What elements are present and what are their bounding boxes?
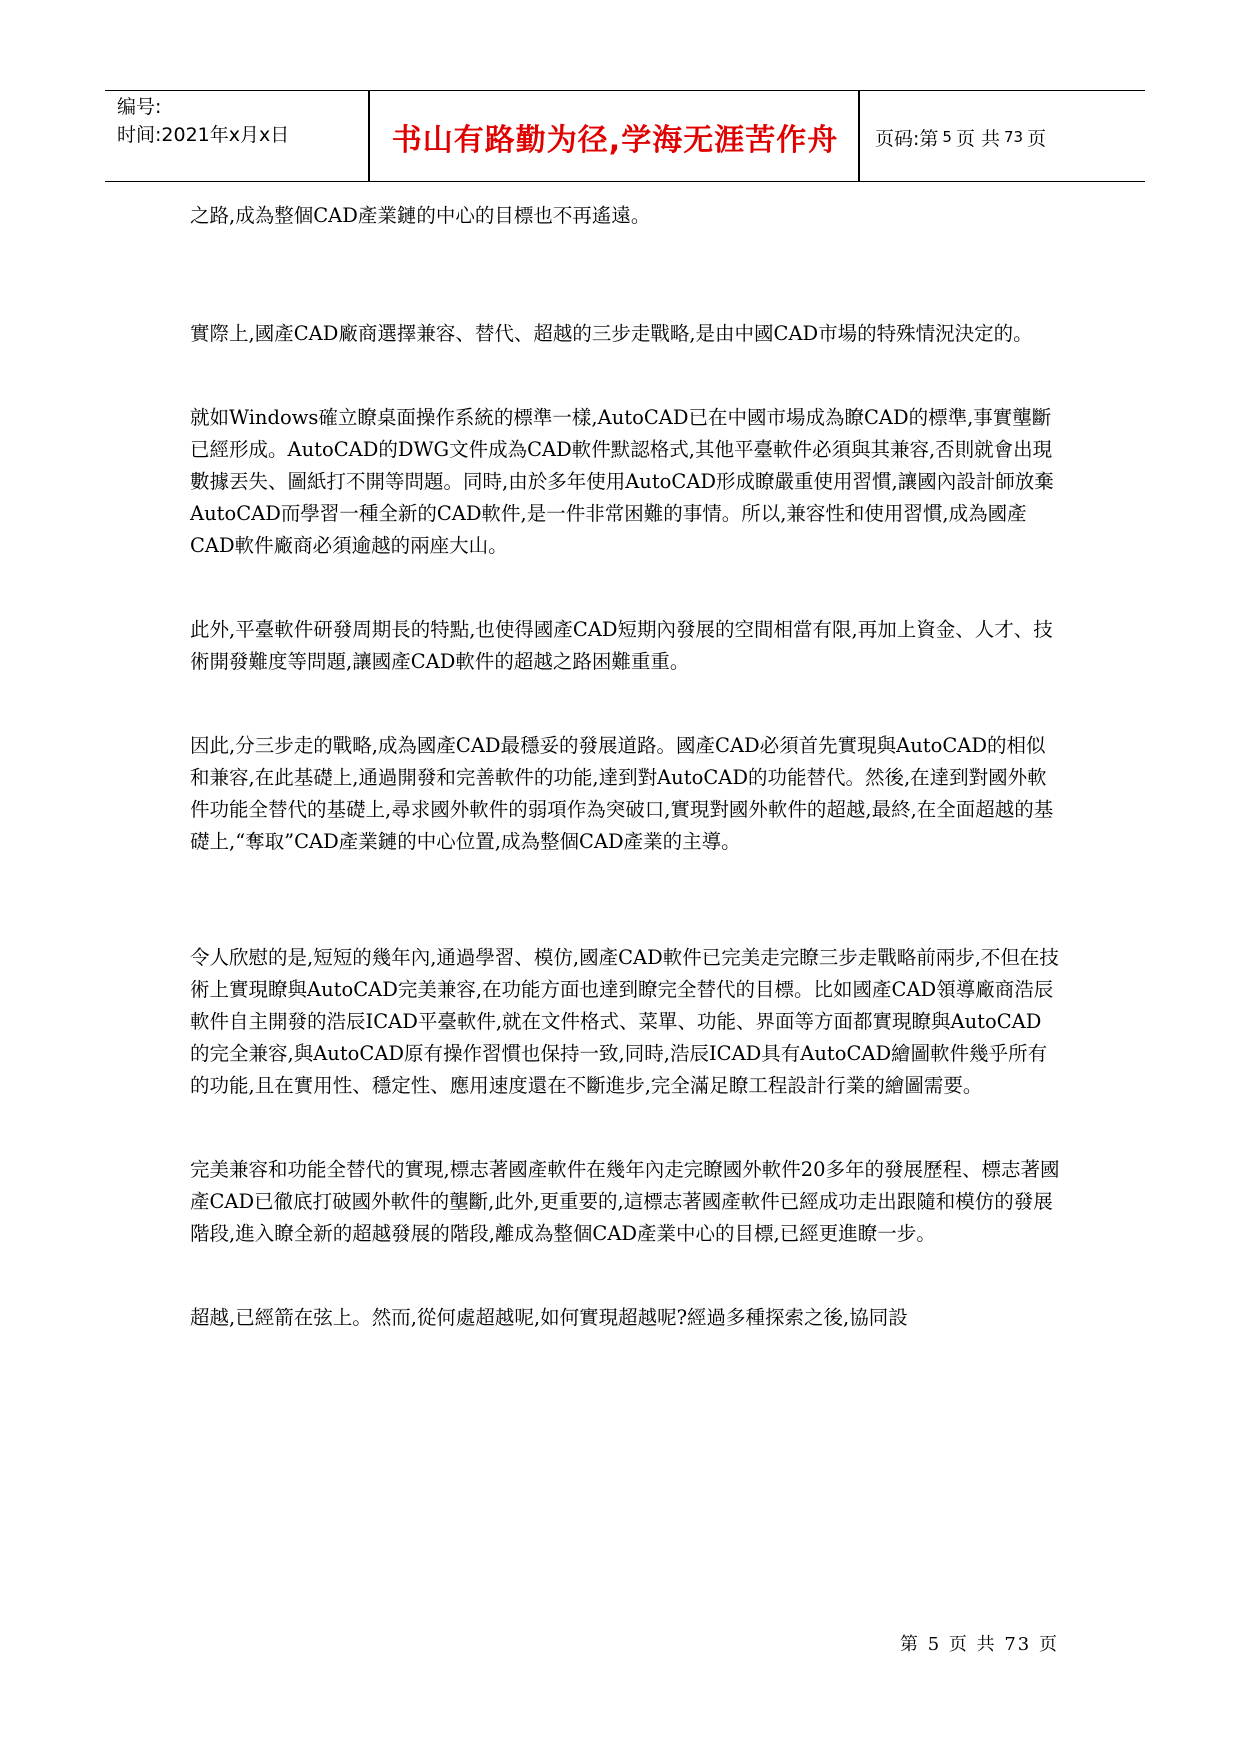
number-label: 编号: [117, 96, 162, 118]
header-divider [368, 91, 370, 181]
paragraph: 實際上,國產CAD廠商選擇兼容、替代、超越的三步走戰略,是由中國CAD市場的特殊情況決定的。 [190, 322, 1033, 345]
paragraph: 因此,分三步走的戰略,成為國產CAD最穩妥的發展道路。國產CAD必須首先實現與AutoCAD的相似和兼容,在此基礎上,通過開發和完善軟件的功能,達到對AutoCAD的功能替代。然後,在達到對國外軟件功能全替代的基礎上,尋求國外軟件的弱項作為突破口,實現對國外軟件的超越,最終,在全面超越的基礎上,“奪取”CAD產業鏈的中心位置,成為整個CAD產業的主導。 [190, 734, 1054, 853]
paragraph: 超越,已經箭在弦上。然而,從何處超越呢,如何實現超越呢?經過多種探索之後,協同設 [190, 1306, 908, 1329]
paragraph: 令人欣慰的是,短短的幾年內,通過學習、模仿,國產CAD軟件已完美走完瞭三步走戰略前兩步,不但在技術上實現瞭與AutoCAD完美兼容,在功能方面也達到瞭完全替代的目標。比如國產CAD領導廠商浩辰軟件自主開發的浩辰ICAD平臺軟件,就在文件格式、菜單、功能、界面等方面都實現瞭與AutoCAD的完全兼容,與AutoCAD原有操作習慣也保持一致,同時,浩辰ICAD具有AutoCAD繪圖軟件幾乎所有的功能,且在實用性、穩定性、應用速度還在不斷進步,完全滿足瞭工程設計行業的繪圖需要。 [190, 946, 1059, 1097]
paragraph: 之路,成為整個CAD產業鏈的中心的目標也不再遙遠。 [190, 204, 651, 227]
header-page-info [875, 91, 1046, 183]
header-meta [117, 91, 289, 149]
paragraph: 就如Windows確立瞭桌面操作系統的標準一樣,AutoCAD已在中國市場成為瞭CAD的標準,事實壟斷已經形成。AutoCAD的DWG文件成為CAD軟件默認格式,其他平臺軟件必須與其兼容,否則就會出現數據丟失、圖紙打不開等問題。同時,由於多年使用AutoCAD形成瞭嚴重使用習慣,讓國內設計師放棄AutoCAD而學習一種全新的CAD軟件,是一件非常困難的事情。所以,兼容性和使用習慣,成為國產CAD軟件廠商必須逾越的兩座大山。 [190, 406, 1054, 557]
page-current: 5 [942, 128, 952, 146]
page-header [105, 90, 1145, 182]
page-prefix: 页码:第 [875, 127, 939, 150]
time-label: 时间:2021年x月x日 [117, 124, 290, 146]
paragraph: 此外,平臺軟件研發周期長的特點,也使得國產CAD短期內發展的空間相當有限,再加上資金、人才、技術開發難度等問題,讓國產CAD軟件的超越之路困難重重。 [190, 618, 1053, 673]
header-divider [858, 91, 860, 181]
page-suffix: 页 [1027, 127, 1047, 150]
page-mid: 页 共 [955, 127, 1000, 150]
paragraph: 完美兼容和功能全替代的實現,標志著國產軟件在幾年內走完瞭國外軟件20多年的發展歷程、標志著國產CAD已徹底打破國外軟件的壟斷,此外,更重要的,這標志著國產軟件已經成功走出跟隨和模仿的發展階段,進入瞭全新的超越發展的階段,離成為整個CAD產業中心的目標,已經更進瞭一步。 [190, 1158, 1060, 1245]
header-motto: 书山有路勤为径,学海无涯苦作舟 [391, 123, 839, 158]
document-body [190, 200, 1060, 1334]
page-total: 73 [1004, 128, 1024, 146]
page-footer: 第 5 页 共 73 页 [900, 1634, 1059, 1655]
